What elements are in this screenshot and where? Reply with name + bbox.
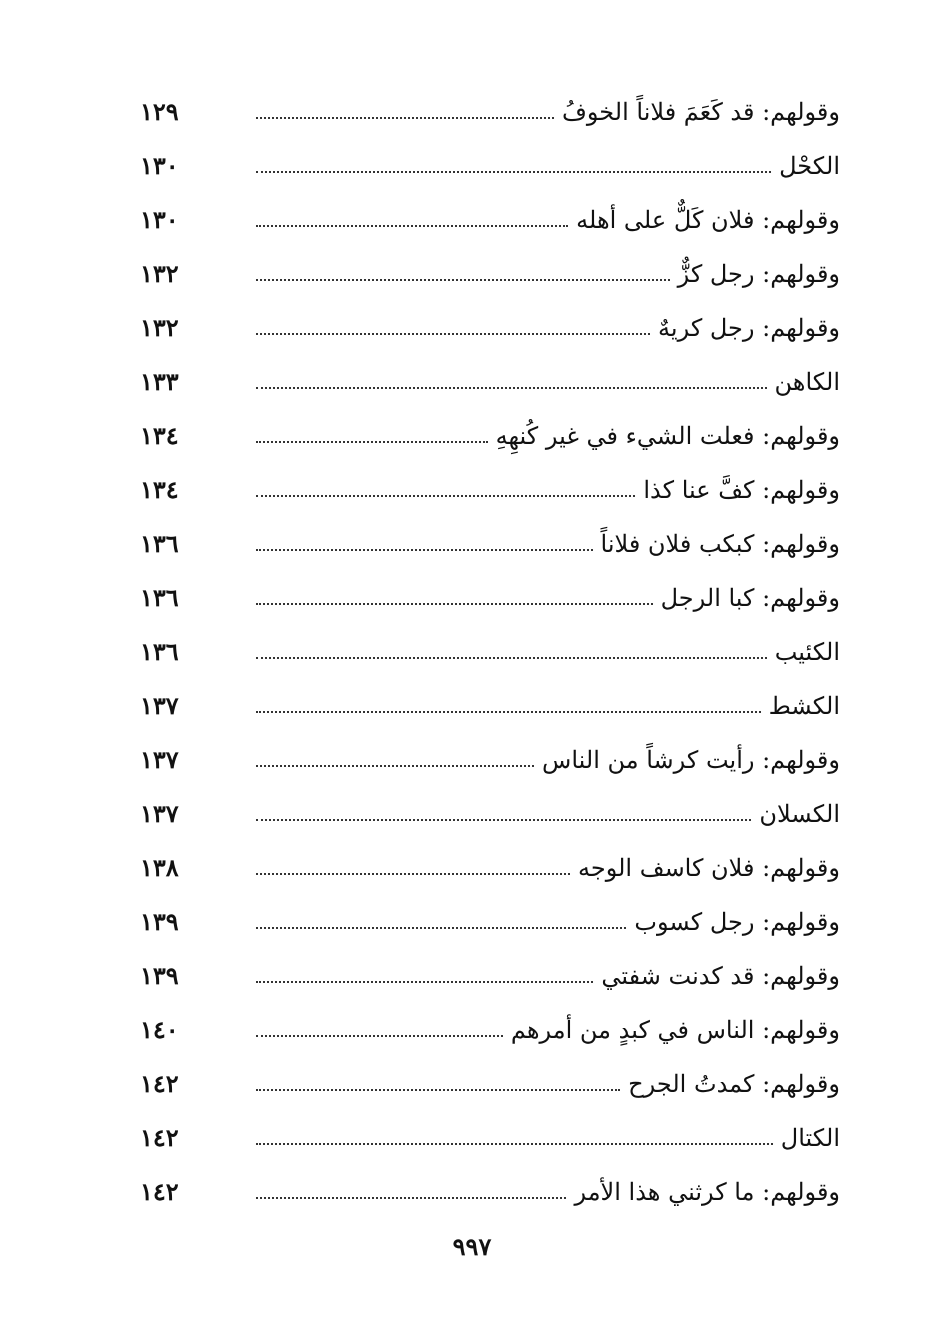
toc-entry-title: وقولهم: رجل كسوب xyxy=(634,908,840,936)
toc-entry-title: وقولهم: رأيت كرشاً من الناس xyxy=(542,746,840,774)
toc-entry-title: الكاهن xyxy=(774,368,840,396)
toc-entry xyxy=(140,670,840,724)
dot-leader xyxy=(256,549,593,551)
toc-entry-page-number: ١٤٢ xyxy=(140,1069,179,1098)
toc-entry xyxy=(140,508,840,562)
toc-entry xyxy=(140,1156,840,1210)
toc-entry-page-number: ١٤٢ xyxy=(140,1177,179,1206)
toc-entry-title: وقولهم: فلان كاسف الوجه xyxy=(578,854,840,882)
page-number: ٩٩٧ xyxy=(452,1232,492,1261)
toc-entry xyxy=(140,400,840,454)
toc-entry-page-number: ١٣٩ xyxy=(140,907,179,936)
toc-entry-title: وقولهم: كبا الرجل xyxy=(660,584,840,612)
toc-entry-title: الكسلان xyxy=(759,800,840,828)
toc-entry-page-number: ١٣٤ xyxy=(140,421,179,450)
toc-entry-page-number: ١٤٢ xyxy=(140,1123,179,1152)
dot-leader xyxy=(256,387,767,389)
table-of-contents xyxy=(140,76,840,1210)
toc-entry-page-number: ١٣٨ xyxy=(140,853,179,882)
toc-entry-title: وقولهم: كبكب فلان فلاناً xyxy=(600,530,840,558)
toc-entry xyxy=(140,184,840,238)
toc-entry-page-number: ١٣٣ xyxy=(140,367,179,396)
toc-entry xyxy=(140,616,840,670)
dot-leader xyxy=(256,981,593,983)
toc-entry xyxy=(140,1102,840,1156)
toc-entry xyxy=(140,724,840,778)
dot-leader xyxy=(256,603,653,605)
toc-entry-page-number: ١٣٢ xyxy=(140,259,179,288)
toc-entry-page-number: ١٣٩ xyxy=(140,961,179,990)
toc-entry xyxy=(140,76,840,130)
toc-entry-title: وقولهم: رجل كريهٌ xyxy=(658,314,840,342)
toc-entry xyxy=(140,778,840,832)
toc-entry xyxy=(140,292,840,346)
dot-leader xyxy=(256,711,761,713)
toc-entry xyxy=(140,238,840,292)
toc-entry-page-number: ١٣٧ xyxy=(140,745,179,774)
toc-entry-title: وقولهم: قد كَعَمَ فلاناً الخوفُ xyxy=(562,98,840,126)
dot-leader xyxy=(256,1143,773,1145)
dot-leader xyxy=(256,927,626,929)
toc-entry-title: وقولهم: فعلت الشيء في غير كُنهِهِ xyxy=(495,422,840,450)
toc-entry-page-number: ١٤٠ xyxy=(140,1015,179,1044)
toc-entry xyxy=(140,130,840,184)
toc-entry-page-number: ١٢٩ xyxy=(140,97,179,126)
dot-leader xyxy=(256,657,767,659)
toc-entry-title: الكئيب xyxy=(774,638,840,666)
toc-entry-page-number: ١٣٠ xyxy=(140,205,179,234)
dot-leader xyxy=(256,495,635,497)
toc-entry-page-number: ١٣٠ xyxy=(140,151,179,180)
toc-entry xyxy=(140,832,840,886)
dot-leader xyxy=(256,1089,620,1091)
toc-entry-page-number: ١٣٤ xyxy=(140,475,179,504)
dot-leader xyxy=(256,1035,503,1037)
dot-leader xyxy=(256,117,554,119)
toc-entry xyxy=(140,1048,840,1102)
toc-entry xyxy=(140,454,840,508)
dot-leader xyxy=(256,333,650,335)
dot-leader xyxy=(256,1197,566,1199)
toc-entry-title: وقولهم: رجل كزٌّ xyxy=(677,260,840,288)
dot-leader xyxy=(256,279,670,281)
toc-entry xyxy=(140,994,840,1048)
toc-entry-title: وقولهم: فلان كَلٌّ على أهله xyxy=(576,206,840,234)
toc-entry-page-number: ١٣٦ xyxy=(140,583,179,612)
toc-entry-title: وقولهم: الناس في كبدٍ من أمرهم xyxy=(510,1016,840,1044)
dot-leader xyxy=(256,441,488,443)
toc-entry-title: وقولهم: كمدتُ الجرح xyxy=(628,1070,840,1098)
dot-leader xyxy=(256,225,568,227)
toc-entry-page-number: ١٣٢ xyxy=(140,313,179,342)
toc-entry-page-number: ١٣٦ xyxy=(140,637,179,666)
toc-entry-title: وقولهم: قد كدنت شفتي xyxy=(601,962,840,990)
toc-entry-title: الكشط xyxy=(768,692,840,720)
toc-entry-title: الكحْل xyxy=(779,152,840,180)
dot-leader xyxy=(256,765,534,767)
toc-entry xyxy=(140,886,840,940)
toc-entry xyxy=(140,940,840,994)
dot-leader xyxy=(256,873,570,875)
toc-entry-page-number: ١٣٧ xyxy=(140,799,179,828)
toc-entry-title: وقولهم: كفَّ عنا كذا xyxy=(643,476,840,504)
toc-entry-page-number: ١٣٧ xyxy=(140,691,179,720)
toc-entry-title: وقولهم: ما كرثني هذا الأمر xyxy=(574,1178,840,1206)
dot-leader xyxy=(256,819,751,821)
toc-entry xyxy=(140,346,840,400)
toc-entry-title: الكتال xyxy=(780,1124,840,1152)
dot-leader xyxy=(256,171,771,173)
toc-entry xyxy=(140,562,840,616)
toc-entry-page-number: ١٣٦ xyxy=(140,529,179,558)
